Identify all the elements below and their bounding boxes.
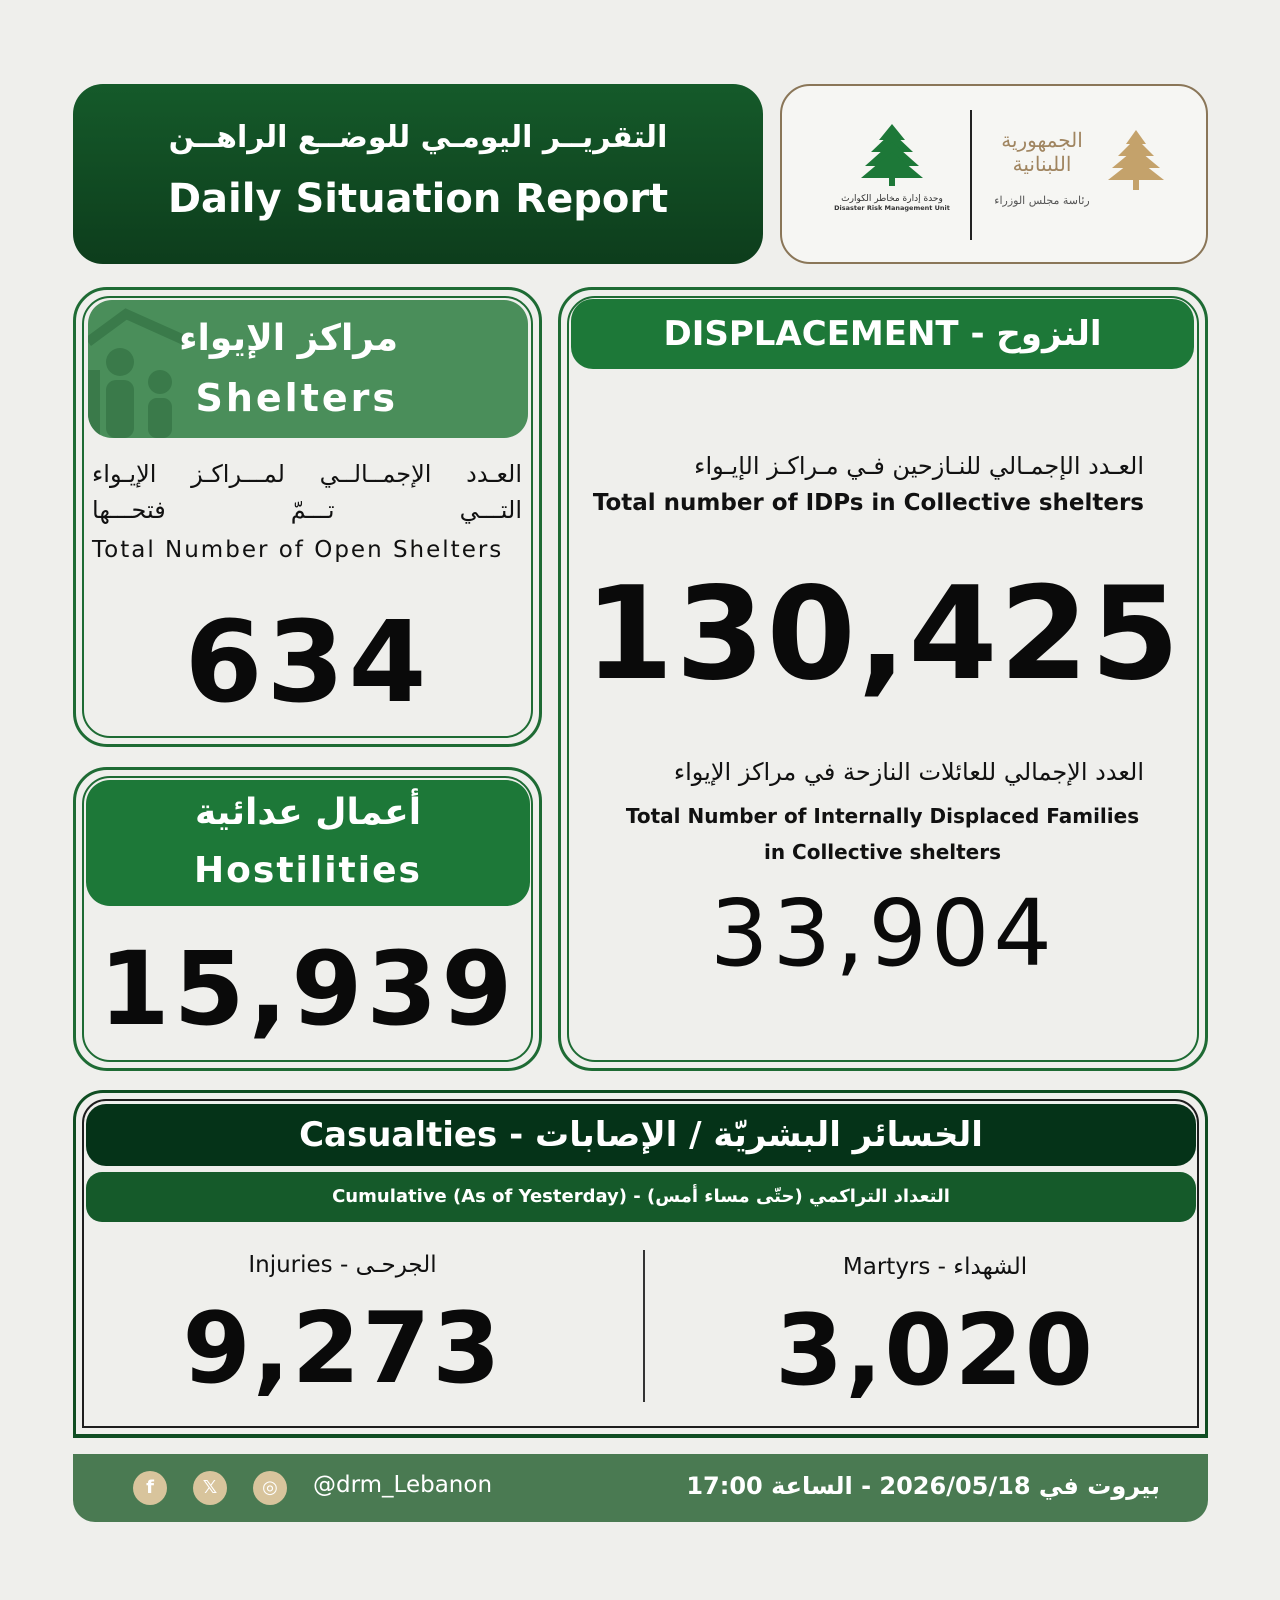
open-shelters-count: 634 — [184, 598, 431, 728]
report-title-banner — [73, 84, 763, 264]
hostilities-count: 15,939 — [98, 930, 517, 1049]
logos-panel — [780, 84, 1208, 264]
hostilities-title-english: Hostilities — [194, 850, 422, 891]
shelters-label-english: Total Number of Open Shelters — [92, 537, 504, 563]
injuries-count: 9,273 — [182, 1292, 503, 1406]
families-label-english-line2: in Collective shelters — [763, 840, 1002, 864]
drm-logo-english: Disaster Risk Management Unit — [834, 204, 950, 212]
families-count: 33,904 — [710, 880, 1056, 987]
shelters-label-arabic-line2: التـــي تـــمّ فتحـــها — [92, 496, 522, 524]
casualties-divider — [643, 1250, 645, 1402]
pcm-logo — [992, 122, 1182, 232]
logo-divider — [970, 110, 972, 240]
instagram-icon[interactable]: ◎ — [253, 1471, 287, 1505]
footer-bar — [73, 1454, 1208, 1522]
drm-logo-arabic: وحدة إدارة مخاطر الكوارث — [841, 194, 943, 204]
displacement-header: DISPLACEMENT - النزوح — [571, 299, 1194, 369]
hostilities-title-arabic: أعمال عدائية — [194, 792, 422, 833]
social-handle[interactable]: @drm_Lebanon — [313, 1472, 493, 1498]
martyrs-label: Martyrs - الشهداء — [842, 1254, 1028, 1280]
x-icon[interactable]: 𝕏 — [193, 1471, 227, 1505]
shelters-title-english: Shelters — [195, 376, 398, 420]
report-title-english: Daily Situation Report — [167, 176, 669, 222]
idps-label-english: Total number of IDPs in Collective shelters — [592, 490, 1144, 516]
injuries-label: Injuries - الجرحـى — [248, 1252, 437, 1278]
pcm-logo-subtitle: رئاسة مجلس الوزراء — [994, 194, 1090, 207]
casualties-subheader: Cumulative (As of Yesterday) - التعداد التراكمي (حتّى مساء أمس) — [86, 1172, 1196, 1222]
families-label-arabic: العدد الإجمالي للعائلات النازحة في مراكز الإيواء — [673, 758, 1144, 786]
facebook-icon[interactable]: f — [133, 1471, 167, 1505]
golden-cedar-icon — [1104, 128, 1168, 192]
shelters-header — [88, 300, 528, 438]
drm-logo — [822, 122, 962, 232]
idps-count: 130,425 — [584, 560, 1182, 709]
pcm-logo-title: الجمهورية اللبنانية — [1001, 128, 1083, 176]
shelters-title-arabic: مراكز الإيواء — [179, 318, 398, 359]
report-dateline: بيروت في 2026/05/18 - الساعة 17:00 — [686, 1472, 1160, 1500]
shelters-label-arabic-line1: العـدد الإجمــالــي لمـــراكـز الإيـواء — [92, 460, 522, 488]
families-label-english-line1: Total Number of Internally Displaced Families — [625, 804, 1140, 828]
martyrs-count: 3,020 — [775, 1294, 1095, 1408]
report-title-arabic: التقريــر اليومـي للوضــع الراهــن — [168, 120, 668, 155]
families-label-english — [571, 798, 1194, 870]
idps-label-arabic: العـدد الإجمـالي للنـازحين فـي مـراكـز الإيـواء — [694, 452, 1144, 480]
cedar-tree-icon — [857, 122, 927, 188]
hostilities-header — [86, 780, 530, 906]
casualties-header: Casualties - الخسائر البشريّة / الإصابات — [86, 1104, 1196, 1166]
